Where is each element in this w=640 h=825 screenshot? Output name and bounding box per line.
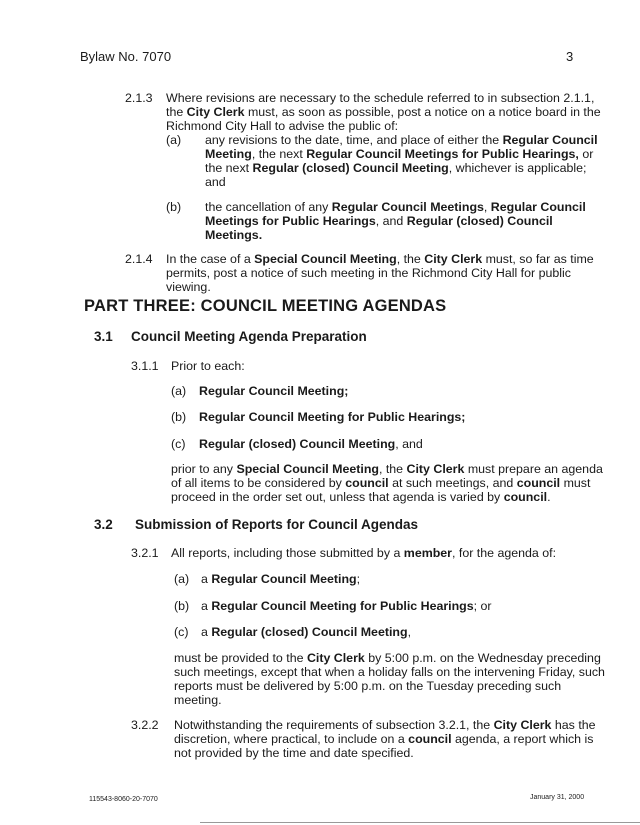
item-label: (a) xyxy=(174,572,190,586)
item-label: (b) xyxy=(166,200,182,214)
paragraph-line: Prior to each: xyxy=(171,359,245,373)
bylaw-number-header: Bylaw No. 7070 xyxy=(80,49,172,64)
section-heading: Council Meeting Agenda Preparation xyxy=(131,329,367,344)
item-label: (b) xyxy=(174,599,190,613)
page-number: 3 xyxy=(566,49,574,64)
paragraph-line: the City Clerk must, as soon as possible, post a notice on a notice board in the xyxy=(166,105,601,119)
paragraph-line: and xyxy=(205,175,226,189)
item-label: (a) xyxy=(166,133,182,147)
paragraph-line: any revisions to the date, time, and place of either the Regular Council xyxy=(205,133,598,147)
document-number-footer: 115543-8060-20-7070 xyxy=(89,796,158,803)
list-item: Regular Council Meeting; xyxy=(199,384,349,398)
section-number: 3.2 xyxy=(94,517,113,532)
list-item: Regular Council Meeting for Public Hearings; xyxy=(199,410,466,424)
list-item: a Regular (closed) Council Meeting, xyxy=(201,625,412,639)
paragraph-line: viewing. xyxy=(166,280,211,294)
paragraph-line: meeting. xyxy=(174,693,222,707)
page-edge-divider xyxy=(200,822,640,823)
paragraph-line: not provided by the time and date specified. xyxy=(174,746,414,760)
paragraph-line: prior to any Special Council Meeting, the City Clerk must prepare an agenda xyxy=(171,462,603,476)
section-number: 3.1 xyxy=(94,329,113,344)
paragraph-line: All reports, including those submitted by a member, for the agenda of: xyxy=(171,546,557,560)
paragraph-line: Meeting, the next Regular Council Meetings for Public Hearings, or xyxy=(205,147,594,161)
paragraph-line: discretion, where practical, to include on a council agenda, a report which is xyxy=(174,732,594,746)
list-item: a Regular Council Meeting for Public Hearings; or xyxy=(201,599,492,613)
item-label: (b) xyxy=(171,410,187,424)
part-three-heading: PART THREE: COUNCIL MEETING AGENDAS xyxy=(84,297,447,315)
paragraph-line: Notwithstanding the requirements of subsection 3.2.1, the City Clerk has the xyxy=(174,718,596,732)
item-label: (c) xyxy=(171,437,186,451)
section-number: 3.1.1 xyxy=(131,359,159,373)
paragraph-line: permits, post a notice of such meeting in the Richmond City Hall for public xyxy=(166,266,571,280)
section-number: 2.1.4 xyxy=(125,252,153,266)
section-number: 3.2.2 xyxy=(131,718,159,732)
item-label: (a) xyxy=(171,384,187,398)
paragraph-line: Meetings for Public Hearings, and Regular (closed) Council xyxy=(205,214,553,228)
paragraph-line: must be provided to the City Clerk by 5:00 p.m. on the Wednesday preceding xyxy=(174,651,601,665)
paragraph-line: Where revisions are necessary to the schedule referred to in subsection 2.1.1, xyxy=(166,91,595,105)
list-item: Regular (closed) Council Meeting, and xyxy=(199,437,423,451)
paragraph-line: In the case of a Special Council Meeting, the City Clerk must, so far as time xyxy=(166,252,594,266)
section-number: 3.2.1 xyxy=(131,546,159,560)
date-footer: January 31, 2000 xyxy=(530,794,585,801)
paragraph-line: Richmond City Hall to advise the public of: xyxy=(166,119,399,133)
paragraph-line: the next Regular (closed) Council Meeting, whichever is applicable; xyxy=(205,161,587,175)
paragraph-line: such meetings, except that when a holiday falls on the intervening Friday, such xyxy=(174,665,605,679)
paragraph-line: reports must be delivered by 5:00 p.m. on the Tuesday preceding such xyxy=(174,679,562,693)
paragraph-line: the cancellation of any Regular Council Meetings, Regular Council xyxy=(205,200,586,214)
paragraph-line: of all items to be considered by council at such meetings, and council must xyxy=(171,476,591,490)
paragraph-line: proceed in the order set out, unless that agenda is varied by council. xyxy=(171,490,551,504)
list-item: a Regular Council Meeting; xyxy=(201,572,361,586)
section-heading: Submission of Reports for Council Agendas xyxy=(135,517,419,532)
item-label: (c) xyxy=(174,625,189,639)
paragraph-line: Meetings. xyxy=(205,228,263,242)
section-number: 2.1.3 xyxy=(125,91,153,105)
